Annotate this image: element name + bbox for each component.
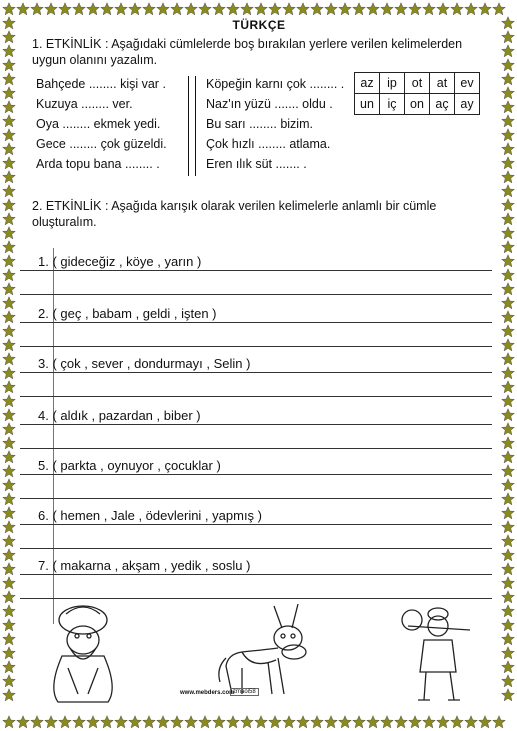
star-icon bbox=[2, 520, 16, 534]
star-border-right bbox=[501, 16, 515, 702]
task-words: ( aldık , pazardan , biber ) bbox=[52, 408, 201, 423]
writing-line[interactable] bbox=[20, 448, 492, 449]
star-icon bbox=[501, 142, 515, 156]
star-icon bbox=[2, 156, 16, 170]
star-icon bbox=[2, 478, 16, 492]
star-icon bbox=[501, 86, 515, 100]
star-icon bbox=[501, 338, 515, 352]
page-title: TÜRKÇE bbox=[232, 18, 286, 32]
task-words: ( gideceğiz , köye , yarın ) bbox=[52, 254, 202, 269]
star-icon bbox=[240, 2, 254, 16]
writing-line[interactable] bbox=[20, 474, 492, 475]
writing-line[interactable] bbox=[20, 270, 492, 271]
star-icon bbox=[464, 715, 478, 729]
star-icon bbox=[2, 254, 16, 268]
star-icon bbox=[72, 715, 86, 729]
sentence: Kuzuya ........ ver. bbox=[36, 97, 133, 111]
star-icon bbox=[2, 590, 16, 604]
star-icon bbox=[478, 715, 492, 729]
star-icon bbox=[156, 715, 170, 729]
star-icon bbox=[254, 2, 268, 16]
star-icon bbox=[128, 2, 142, 16]
star-icon bbox=[100, 715, 114, 729]
star-icon bbox=[2, 296, 16, 310]
star-icon bbox=[198, 2, 212, 16]
star-icon bbox=[2, 2, 16, 16]
star-icon bbox=[2, 142, 16, 156]
star-icon bbox=[501, 450, 515, 464]
star-icon bbox=[501, 156, 515, 170]
footer-badge: zmaoi58 bbox=[230, 688, 259, 696]
star-icon bbox=[501, 226, 515, 240]
star-icon bbox=[2, 366, 16, 380]
star-icon bbox=[501, 408, 515, 422]
word-cell: az bbox=[355, 73, 380, 94]
word-cell: iç bbox=[380, 94, 405, 115]
star-icon bbox=[30, 2, 44, 16]
star-icon bbox=[156, 2, 170, 16]
star-icon bbox=[501, 394, 515, 408]
star-icon bbox=[436, 715, 450, 729]
word-cell: un bbox=[355, 94, 380, 115]
star-icon bbox=[16, 2, 30, 16]
star-icon bbox=[2, 16, 16, 30]
task-number: 4. bbox=[38, 408, 49, 423]
star-icon bbox=[2, 450, 16, 464]
star-icon bbox=[2, 408, 16, 422]
star-icon bbox=[296, 715, 310, 729]
star-icon bbox=[2, 660, 16, 674]
star-icon bbox=[86, 715, 100, 729]
star-border-left bbox=[2, 16, 16, 702]
star-icon bbox=[501, 114, 515, 128]
star-icon bbox=[240, 715, 254, 729]
word-cell: ip bbox=[380, 73, 405, 94]
star-icon bbox=[501, 100, 515, 114]
exercise1-right-column bbox=[206, 74, 366, 174]
footer-site: www.mebders.com bbox=[180, 690, 235, 696]
star-icon bbox=[501, 352, 515, 366]
word-cell: ev bbox=[455, 73, 480, 94]
star-icon bbox=[2, 338, 16, 352]
star-icon bbox=[142, 715, 156, 729]
star-icon bbox=[501, 548, 515, 562]
star-icon bbox=[170, 2, 184, 16]
star-icon bbox=[2, 114, 16, 128]
star-icon bbox=[501, 72, 515, 86]
star-icon bbox=[2, 226, 16, 240]
star-icon bbox=[2, 632, 16, 646]
star-icon bbox=[450, 715, 464, 729]
star-icon bbox=[501, 674, 515, 688]
star-icon bbox=[366, 715, 380, 729]
star-icon bbox=[100, 2, 114, 16]
donkey-illustration bbox=[212, 598, 322, 698]
task-words: ( makarna , akşam , yedik , soslu ) bbox=[52, 558, 251, 573]
star-icon bbox=[58, 715, 72, 729]
star-icon bbox=[408, 715, 422, 729]
star-border-bottom bbox=[2, 715, 506, 729]
star-icon bbox=[310, 2, 324, 16]
star-icon bbox=[16, 715, 30, 729]
star-icon bbox=[212, 715, 226, 729]
star-icon bbox=[310, 715, 324, 729]
star-icon bbox=[44, 715, 58, 729]
sentence: Arda topu bana ........ . bbox=[36, 157, 160, 171]
star-icon bbox=[501, 660, 515, 674]
star-icon bbox=[2, 212, 16, 226]
writing-line[interactable] bbox=[20, 548, 492, 549]
star-icon bbox=[2, 100, 16, 114]
task-words: ( çok , sever , dondurmayı , Selin ) bbox=[52, 356, 251, 371]
task-number: 2. bbox=[38, 306, 49, 321]
star-icon bbox=[226, 2, 240, 16]
star-icon bbox=[2, 618, 16, 632]
star-icon bbox=[501, 422, 515, 436]
star-icon bbox=[501, 310, 515, 324]
star-icon bbox=[2, 422, 16, 436]
word-cell: on bbox=[405, 94, 430, 115]
star-icon bbox=[170, 715, 184, 729]
star-icon bbox=[2, 604, 16, 618]
star-icon bbox=[501, 254, 515, 268]
star-icon bbox=[501, 366, 515, 380]
star-icon bbox=[44, 2, 58, 16]
sentence: Bahçede ........ kişi var . bbox=[36, 77, 166, 91]
star-icon bbox=[501, 198, 515, 212]
star-icon bbox=[2, 44, 16, 58]
star-icon bbox=[2, 58, 16, 72]
writing-line[interactable] bbox=[20, 372, 492, 373]
star-icon bbox=[501, 128, 515, 142]
sentence: Köpeğin karnı çok ........ . bbox=[206, 77, 345, 91]
writing-line[interactable] bbox=[20, 396, 492, 397]
star-icon bbox=[254, 715, 268, 729]
star-icon bbox=[492, 715, 506, 729]
star-icon bbox=[2, 380, 16, 394]
task-words: ( hemen , Jale , ödevlerini , yapmış ) bbox=[52, 508, 262, 523]
star-icon bbox=[501, 436, 515, 450]
star-icon bbox=[394, 715, 408, 729]
word-cell: at bbox=[430, 73, 455, 94]
star-icon bbox=[501, 478, 515, 492]
sentence: Gece ........ çok güzeldi. bbox=[36, 137, 167, 151]
star-icon bbox=[2, 562, 16, 576]
nasreddin-hodja-illustration bbox=[38, 598, 128, 708]
star-icon bbox=[501, 324, 515, 338]
star-icon bbox=[408, 2, 422, 16]
star-icon bbox=[501, 58, 515, 72]
star-icon bbox=[282, 2, 296, 16]
star-icon bbox=[422, 715, 436, 729]
star-icon bbox=[450, 2, 464, 16]
star-icon bbox=[2, 394, 16, 408]
star-icon bbox=[86, 2, 100, 16]
writing-line[interactable] bbox=[20, 574, 492, 575]
task-words: ( geç , babam , geldi , işten ) bbox=[52, 306, 217, 321]
star-icon bbox=[30, 715, 44, 729]
star-icon bbox=[501, 492, 515, 506]
star-icon bbox=[198, 715, 212, 729]
star-icon bbox=[184, 715, 198, 729]
star-icon bbox=[2, 506, 16, 520]
star-icon bbox=[464, 2, 478, 16]
star-icon bbox=[501, 576, 515, 590]
star-icon bbox=[324, 715, 338, 729]
task-number: 1. bbox=[38, 254, 49, 269]
star-icon bbox=[352, 715, 366, 729]
word-cell: ot bbox=[405, 73, 430, 94]
star-icon bbox=[2, 128, 16, 142]
star-icon bbox=[2, 492, 16, 506]
star-icon bbox=[2, 324, 16, 338]
star-icon bbox=[268, 2, 282, 16]
star-icon bbox=[128, 715, 142, 729]
star-icon bbox=[501, 30, 515, 44]
star-icon bbox=[2, 352, 16, 366]
star-icon bbox=[501, 282, 515, 296]
star-icon bbox=[352, 2, 366, 16]
star-icon bbox=[2, 170, 16, 184]
sentence: Bu sarı ........ bizim. bbox=[206, 117, 313, 131]
star-icon bbox=[2, 282, 16, 296]
writing-line[interactable] bbox=[20, 498, 492, 499]
star-icon bbox=[501, 688, 515, 702]
star-icon bbox=[501, 632, 515, 646]
star-icon bbox=[338, 2, 352, 16]
star-icon bbox=[2, 436, 16, 450]
boy-with-bundle-illustration bbox=[398, 596, 478, 706]
star-icon bbox=[394, 2, 408, 16]
star-icon bbox=[324, 2, 338, 16]
star-icon bbox=[436, 2, 450, 16]
writing-line[interactable] bbox=[20, 346, 492, 347]
star-icon bbox=[296, 2, 310, 16]
star-icon bbox=[2, 688, 16, 702]
star-icon bbox=[72, 2, 86, 16]
exercise1-instruction: 1. ETKİNLİK : Aşağıdaki cümlelerde boş bırakılan yerlere verilen kelimelerden uygun olanını yazalım. bbox=[32, 37, 463, 67]
star-icon bbox=[501, 464, 515, 478]
star-icon bbox=[501, 520, 515, 534]
exercise2-instruction: 2. ETKİNLİK : Aşağıda karışık olarak verilen kelimelerle anlamlı bir cümle oluşturalım. bbox=[32, 199, 437, 229]
star-icon bbox=[501, 380, 515, 394]
star-icon bbox=[2, 310, 16, 324]
star-icon bbox=[501, 506, 515, 520]
star-icon bbox=[501, 604, 515, 618]
star-icon bbox=[2, 184, 16, 198]
star-icon bbox=[2, 86, 16, 100]
task-number: 3. bbox=[38, 356, 49, 371]
star-icon bbox=[58, 2, 72, 16]
star-icon bbox=[501, 618, 515, 632]
word-bank bbox=[354, 72, 480, 115]
exercise1-left-column bbox=[36, 74, 186, 174]
star-icon bbox=[501, 562, 515, 576]
writing-line[interactable] bbox=[20, 322, 492, 323]
star-icon bbox=[380, 715, 394, 729]
star-icon bbox=[338, 715, 352, 729]
column-divider bbox=[188, 76, 196, 176]
star-icon bbox=[501, 212, 515, 226]
star-icon bbox=[501, 44, 515, 58]
star-icon bbox=[2, 534, 16, 548]
star-icon bbox=[226, 715, 240, 729]
star-border-top bbox=[2, 2, 506, 16]
star-icon bbox=[2, 268, 16, 282]
task-number: 5. bbox=[38, 458, 49, 473]
star-icon bbox=[501, 296, 515, 310]
star-icon bbox=[501, 268, 515, 282]
star-icon bbox=[501, 646, 515, 660]
star-icon bbox=[501, 184, 515, 198]
star-icon bbox=[282, 715, 296, 729]
star-icon bbox=[380, 2, 394, 16]
writing-line[interactable] bbox=[20, 294, 492, 295]
star-icon bbox=[501, 240, 515, 254]
star-icon bbox=[478, 2, 492, 16]
star-icon bbox=[2, 576, 16, 590]
star-icon bbox=[114, 715, 128, 729]
task-number: 6. bbox=[38, 508, 49, 523]
star-icon bbox=[492, 2, 506, 16]
task-words: ( parkta , oynuyor , çocuklar ) bbox=[52, 458, 221, 473]
star-icon bbox=[2, 715, 16, 729]
star-icon bbox=[2, 240, 16, 254]
star-icon bbox=[114, 2, 128, 16]
star-icon bbox=[212, 2, 226, 16]
star-icon bbox=[2, 646, 16, 660]
star-icon bbox=[422, 2, 436, 16]
star-icon bbox=[2, 30, 16, 44]
word-cell: ay bbox=[455, 94, 480, 115]
star-icon bbox=[366, 2, 380, 16]
star-icon bbox=[268, 715, 282, 729]
star-icon bbox=[2, 198, 16, 212]
star-icon bbox=[2, 548, 16, 562]
star-icon bbox=[501, 170, 515, 184]
star-icon bbox=[2, 72, 16, 86]
writing-line[interactable] bbox=[20, 524, 492, 525]
task-number: 7. bbox=[38, 558, 49, 573]
word-cell: aç bbox=[430, 94, 455, 115]
sentence: Eren ılık süt ....... . bbox=[206, 157, 307, 171]
sentence: Oya ........ ekmek yedi. bbox=[36, 117, 161, 131]
star-icon bbox=[142, 2, 156, 16]
sentence: Çok hızlı ........ atlama. bbox=[206, 137, 331, 151]
star-icon bbox=[501, 590, 515, 604]
star-icon bbox=[501, 16, 515, 30]
star-icon bbox=[501, 534, 515, 548]
writing-line[interactable] bbox=[20, 424, 492, 425]
star-icon bbox=[2, 674, 16, 688]
sentence: Naz'ın yüzü ....... oldu . bbox=[206, 97, 333, 111]
star-icon bbox=[184, 2, 198, 16]
star-icon bbox=[2, 464, 16, 478]
